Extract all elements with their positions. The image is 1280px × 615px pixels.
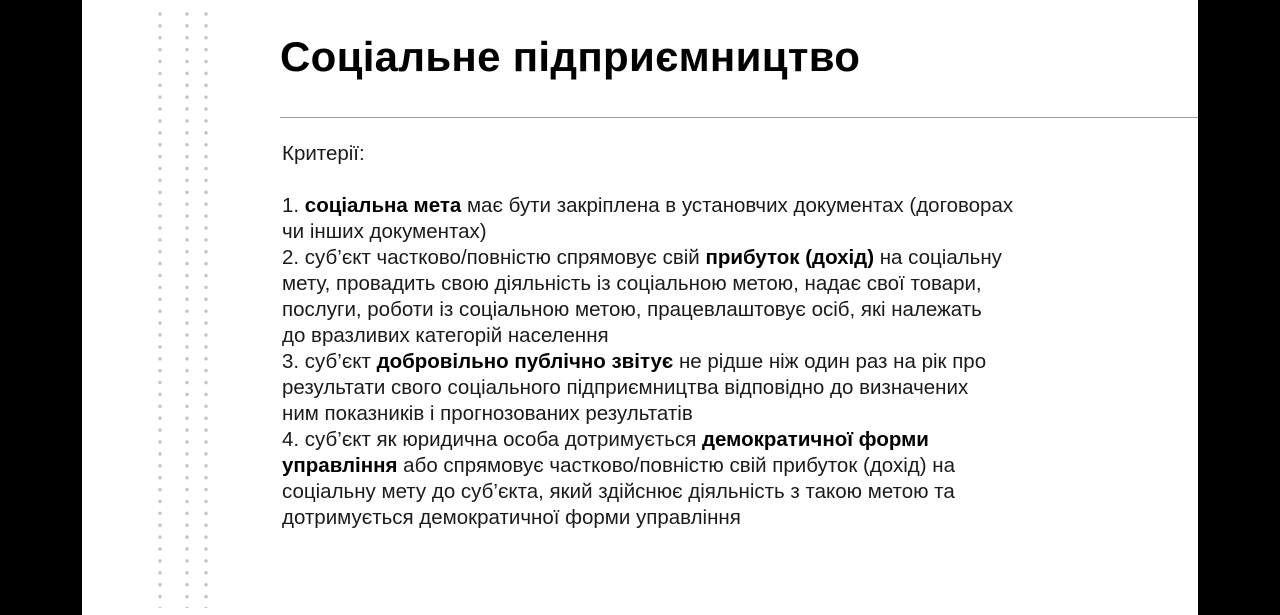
criterion-key-term: управління bbox=[282, 454, 398, 477]
criterion-line: 4. суб’єкт як юридична особа дотримується демократичної форми bbox=[282, 428, 929, 451]
criterion-3 bbox=[282, 349, 1162, 427]
criterion-line: 3. суб’єкт добровільно публічно звітує не рідше ніж один раз на рік про bbox=[282, 350, 987, 373]
criterion-key-term: добровільно публічно звітує bbox=[376, 350, 674, 373]
slide-title: Соціальне підприємництво bbox=[280, 33, 861, 80]
criterion-line: 1. соціальна мета має бути закріплена в установчих документах (договорах bbox=[282, 194, 1014, 217]
criterion-line: до вразливих категорій населення bbox=[282, 324, 609, 347]
criterion-line: дотримується демократичної форми управління bbox=[282, 506, 741, 529]
criterion-line: послуги, роботи із соціальною метою, працевлаштовує осіб, які належать bbox=[282, 298, 982, 321]
dotted-line-decoration bbox=[158, 8, 162, 608]
criterion-line: соціальну мету до суб’єкта, який здійснює діяльність з такою метою та bbox=[282, 480, 955, 503]
dotted-line-decoration bbox=[185, 8, 189, 608]
criterion-4 bbox=[282, 427, 1162, 531]
criterion-key-term: демократичної форми bbox=[702, 428, 929, 451]
slide bbox=[82, 0, 1198, 615]
slide-content bbox=[282, 141, 1162, 531]
criteria-heading: Критерії: bbox=[282, 142, 365, 165]
criterion-2 bbox=[282, 245, 1162, 349]
criterion-key-term: прибуток (дохід) bbox=[705, 246, 875, 269]
criterion-line: 2. суб’єкт частково/повністю спрямовує свій прибуток (дохід) на соціальну bbox=[282, 246, 1002, 269]
criterion-line: управління або спрямовує частково/повністю свій прибуток (дохід) на bbox=[282, 454, 955, 477]
criterion-line: мету, провадить свою діяльність із соціальною метою, надає свої товари, bbox=[282, 272, 982, 295]
dotted-line-decoration bbox=[204, 8, 208, 608]
criterion-line: результати свого соціального підприємництва відповідно до визначених bbox=[282, 376, 969, 399]
criterion-1 bbox=[282, 193, 1162, 245]
criterion-key-term: соціальна мета bbox=[304, 194, 462, 217]
title-divider bbox=[280, 117, 1198, 118]
criterion-line: ним показників і прогнозованих результатів bbox=[282, 402, 693, 425]
criterion-line: чи інших документах) bbox=[282, 220, 487, 243]
